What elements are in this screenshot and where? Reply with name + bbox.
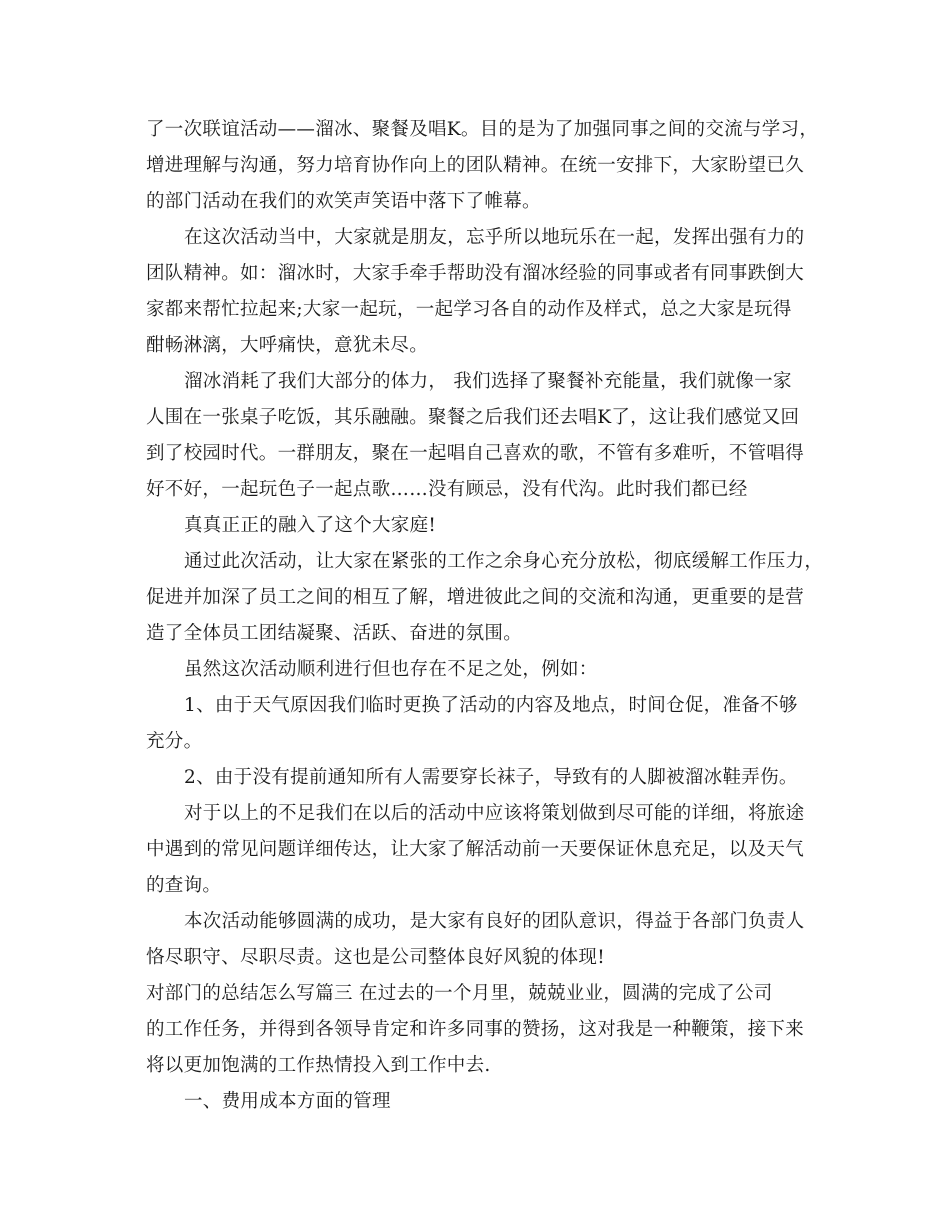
text-line: 到了校园时代。一群朋友，聚在一起唱自己喜欢的歌，不管有多难听，不管唱得 [146, 443, 805, 464]
text-line: 人围在一张桌子吃饭，其乐融融。聚餐之后我们还去唱K了，这让我们感觉又回 [146, 407, 800, 428]
text-line: 了一次联谊活动——溜冰、聚餐及唱K。目的是为了加强同事之间的交流与学习， [146, 119, 819, 140]
text-line: 溜冰消耗了我们大部分的体力， 我们选择了聚餐补充能量，我们就像一家 [184, 371, 792, 392]
text-line: 的查询。 [146, 875, 222, 896]
text-line: 增进理解与沟通，努力培育协作向上的团队精神。在统一安排下，大家盼望已久 [146, 155, 805, 176]
text-line: 通过此次活动，让大家在紧张的工作之余身心充分放松，彻底缓解工作压力， [184, 551, 824, 572]
text-line: 对于以上的不足我们在以后的活动中应该将策划做到尽可能的详细，将旅途 [184, 803, 805, 824]
text-line: 在这次活动当中，大家就是朋友，忘乎所以地玩乐在一起，发挥出强有力的 [184, 227, 805, 248]
text-line: 真真正正的融入了这个大家庭! [184, 515, 437, 536]
section-heading-line: 对部门的总结怎么写篇三 在过去的一个月里，兢兢业业，圆满的完成了公司 [146, 983, 773, 1004]
text-line: 好不好，一起玩色子一起点歌……没有顾忌，没有代沟。此时我们都已经 [146, 479, 748, 500]
text-line: 中遇到的常见问题详细传达，让大家了解活动前一天要保证休息充足，以及天气 [146, 839, 805, 860]
text-line: 促进并加深了员工之间的相互了解，增进彼此之间的交流和沟通，更重要的是营 [146, 587, 805, 608]
text-line: 家都来帮忙拉起来;大家一起玩，一起学习各自的动作及样式，总之大家是玩得 [146, 299, 792, 320]
text-line: 将以更加饱满的工作热情投入到工作中去. [146, 1055, 491, 1076]
text-line: 恪尽职守、尽职尽责。这也是公司整体良好风貌的体现! [146, 947, 605, 968]
text-line: 虽然这次活动顺利进行但也存在不足之处，例如： [184, 659, 598, 680]
text-line: 的工作任务，并得到各领导肯定和许多同事的赞扬，这对我是一种鞭策，接下来 [146, 1019, 805, 1040]
text-line: 充分。 [146, 731, 203, 752]
text-line: 1、由于天气原因我们临时更换了活动的内容及地点，时间仓促，准备不够 [184, 695, 798, 716]
text-line: 本次活动能够圆满的成功，是大家有良好的团队意识，得益于各部门负责人 [184, 911, 805, 932]
text-line: 2、由于没有提前通知所有人需要穿长袜子，导致有的人脚被溜冰鞋弄伤。 [184, 767, 798, 788]
text-line: 酣畅淋漓，大呼痛快，意犹未尽。 [146, 335, 429, 356]
text-line: 的部门活动在我们的欢笑声笑语中落下了帷幕。 [146, 191, 541, 212]
text-line: 团队精神。如：溜冰时，大家手牵手帮助没有溜冰经验的同事或者有同事跌倒大 [146, 263, 805, 284]
subheading-line: 一、费用成本方面的管理 [184, 1091, 391, 1112]
text-line: 造了全体员工团结凝聚、活跃、奋进的氛围。 [146, 623, 523, 644]
